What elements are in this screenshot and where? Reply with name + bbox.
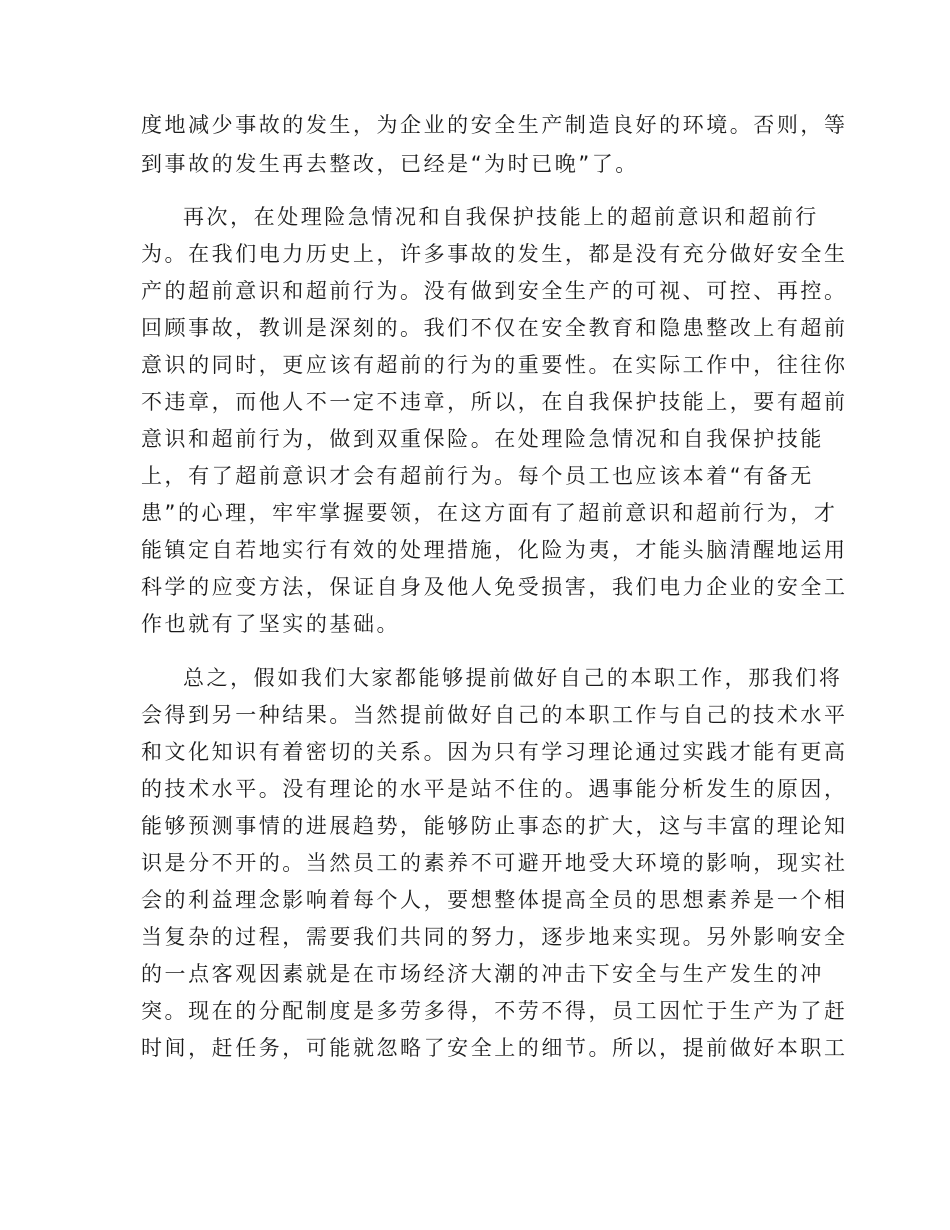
paragraph-2-line-10: 能镇定自若地实行有效的处理措施，化险为夷，才能头脑清醒地运用 (141, 538, 848, 562)
paragraph-3-line-10: 突。现在的分配制度是多劳多得，不劳不得，员工因忙于生产为了赶 (141, 999, 848, 1023)
paragraph-2-line-11: 科学的应变方法，保证自身及他人免受损害，我们电力企业的安全工 (141, 575, 848, 599)
paragraph-2-line-7: 意识和超前行为，做到双重保险。在处理险急情况和自我保护技能 (141, 427, 824, 451)
paragraph-2-line-5: 意识的同时，更应该有超前的行为的重要性。在实际工作中，往往你 (141, 353, 848, 377)
paragraph-3-line-4: 的技术水平。没有理论的水平是站不住的。遇事能分析发生的原因， (141, 777, 848, 801)
paragraph-2-line-3: 产的超前意识和超前行为。没有做到安全生产的可视、可控、再控。 (141, 279, 848, 303)
paragraph-3-line-7: 会的利益理念影响着每个人，要想整体提高全员的思想素养是一个相 (141, 888, 848, 912)
paragraph-3-line-6: 识是分不开的。当然员工的素养不可避开地受大环境的影响，现实社 (141, 851, 848, 875)
paragraph-2-line-12: 作也就有了坚实的基础。 (141, 612, 401, 636)
paragraph-3-line-1: 总之，假如我们大家都能够提前做好自己的本职工作，那我们将 (183, 666, 843, 690)
paragraph-3-line-3: 和文化知识有着密切的关系。因为只有学习理论通过实践才能有更高 (141, 740, 848, 764)
paragraph-3-line-8: 当复杂的过程，需要我们共同的努力，逐步地来实现。另外影响安全 (141, 925, 848, 949)
paragraph-2-line-4: 回顾事故，教训是深刻的。我们不仅在安全教育和隐患整改上有超前 (141, 316, 848, 340)
paragraph-2-line-8: 上，有了超前意识才会有超前行为。每个员工也应该本着“有备无 (141, 464, 814, 488)
paragraph-2-line-2: 为。在我们电力历史上，许多事故的发生，都是没有充分做好安全生 (141, 242, 848, 266)
paragraph-3-line-11: 时间，赶任务，可能就忽略了安全上的细节。所以，提前做好本职工 (141, 1036, 848, 1060)
paragraph-3-line-5: 能够预测事情的进展趋势，能够防止事态的扩大，这与丰富的理论知 (141, 814, 848, 838)
paragraph-1-line-1: 度地减少事故的发生，为企业的安全生产制造良好的环境。否则，等 (141, 113, 848, 137)
paragraph-2-line-1: 再次，在处理险急情况和自我保护技能上的超前意识和超前行 (183, 205, 819, 229)
paragraph-2-line-9: 患”的心理，牢牢掌握要领，在这方面有了超前意识和超前行为，才 (141, 501, 838, 525)
paragraph-1-line-2: 到事故的发生再去整改，已经是“为时已晚”了。 (141, 152, 639, 176)
paragraph-3-line-2: 会得到另一种结果。当然提前做好自己的本职工作与自己的技术水平 (141, 703, 848, 727)
paragraph-3-line-9: 的一点客观因素就是在市场经济大潮的冲击下安全与生产发生的冲 (141, 962, 824, 986)
paragraph-2-line-6: 不违章，而他人不一定不违章，所以，在自我保护技能上，要有超前 (141, 390, 848, 414)
